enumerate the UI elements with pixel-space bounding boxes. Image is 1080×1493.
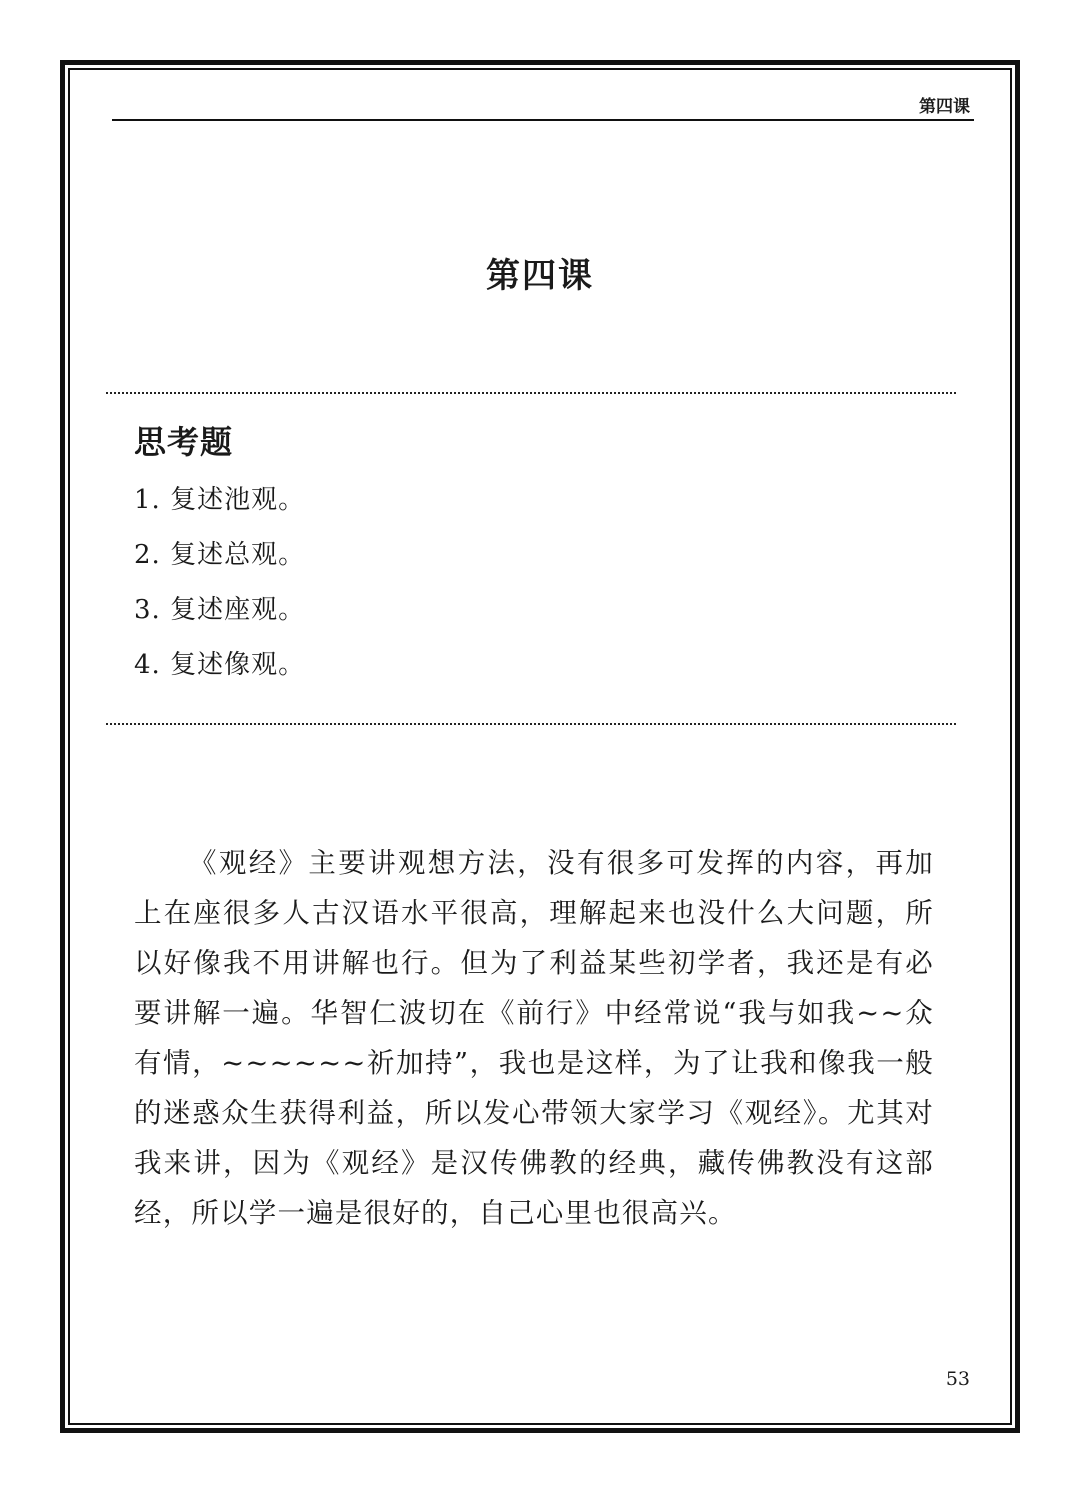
header-rule — [112, 119, 974, 121]
body-paragraph: 《观经》主要讲观想方法，没有很多可发挥的内容，再加上在座很多人古汉语水平很高，理解起来也没什么大问题，所以好像我不用讲解也行。但为了利益某些初学者，我还是有必要讲解一遍。华智仁波切在《前行》中经常说“我与如我~~众有情，~~~~~~祈加持”，我也是这样，为了让我和像我一般的迷惑众生获得利益，所以发心带领大家学习《观经》。尤其对我来讲，因为《观经》是汉传佛教的经典，藏传佛教没有这部经，所以学一遍是很好的，自己心里也很高兴。 — [134, 847, 934, 1229]
question-item: 4. 复述像观。 — [134, 650, 306, 680]
running-head: 第四课 — [919, 97, 970, 117]
chapter-title: 第四课 — [486, 256, 594, 296]
page-number: 53 — [945, 1368, 970, 1390]
dotted-divider-top — [106, 392, 956, 394]
question-item: 1. 复述池观。 — [134, 485, 306, 515]
dotted-divider-bottom — [106, 723, 956, 725]
question-item: 3. 复述座观。 — [134, 595, 306, 625]
question-list — [134, 478, 305, 698]
question-item: 2. 复述总观。 — [134, 540, 306, 570]
questions-heading: 思考题 — [134, 423, 234, 461]
